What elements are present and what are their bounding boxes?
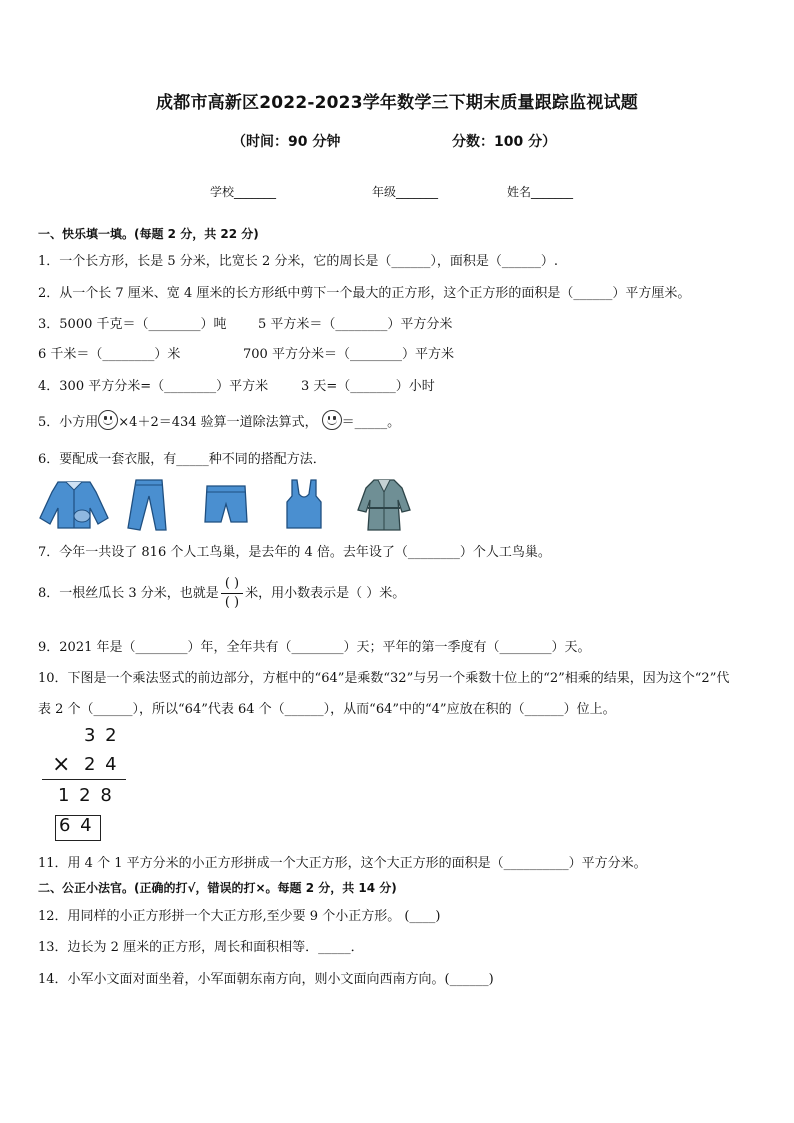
exam-score: 分数：100 分）	[452, 134, 557, 150]
grade-field: 年级_______	[372, 185, 439, 199]
question-8	[38, 575, 405, 612]
question-8-part-a: 8．一根丝瓜长 3 分米，也就是	[38, 586, 219, 601]
page-title: 成都市高新区2022-2023学年数学三下期末质量跟踪监视试题	[156, 93, 638, 113]
question-10-line-2: 表 2 个（______），所以“64”代表 64 个（______），从而“64”中的“4”应放在积的（______）位上。	[38, 702, 616, 717]
vertical-mult-rule	[42, 779, 126, 780]
question-4a: 4．300 平方分米=（________）平方米	[38, 379, 269, 394]
trousers-icon	[124, 478, 170, 532]
school-field: 学校_______	[210, 185, 277, 199]
question-5-part-a: 5．小方用	[38, 415, 99, 430]
section-2-heading: 二、公正小法官。(正确的打√，错误的打×。每题 2 分，共 14 分)	[38, 881, 397, 895]
question-8-part-b: 米，用小数表示是（ ）米。	[245, 586, 406, 601]
question-14: 14．小军小文面对面坐着，小军面朝东南方向，则小文面向西南方向。(______)	[38, 972, 494, 987]
question-1: 1．一个长方形，长是 5 分米，比宽长 2 分米，它的周长是（______），面积是（______）.	[38, 254, 558, 269]
question-3d: 700 平方分米＝（________）平方米	[243, 347, 454, 362]
vertical-mult-row-2: 2 4	[84, 754, 117, 775]
fraction-numerator: ( )	[221, 575, 243, 594]
question-3b: 5 平方米＝（________）平方分米	[258, 317, 453, 332]
question-5	[38, 410, 400, 430]
question-6: 6．要配成一套衣服，有_____种不同的搭配方法．	[38, 452, 326, 467]
question-5-part-b: ×4＋2＝434 验算一道除法算式，	[118, 415, 318, 430]
question-9: 9．2021 年是（________）年，全年共有（________）天；平年的第一季度有（________）天。	[38, 640, 591, 655]
vertical-mult-row-1: 3 2	[84, 725, 117, 746]
question-10-line-1: 10．下图是一个乘法竖式的前边部分，方框中的“64”是乘数“32”与另一个乘数十位上的“2”相乘的结果，因为这个“2”代	[38, 671, 730, 686]
vertical-mult-row-3: 1 2 8	[58, 785, 112, 806]
question-3c: 6 千米＝（________）米	[38, 347, 181, 362]
smiley-face-icon	[322, 410, 342, 430]
section-1-heading: 一、快乐填一填。(每题 2 分，共 22 分)	[38, 227, 259, 241]
question-2: 2．从一个长 7 厘米、宽 4 厘米的长方形纸中剪下一个最大的正方形，这个正方形的面积是（______）平方厘米。	[38, 286, 691, 301]
coat-icon	[356, 478, 412, 532]
question-11: 11．用 4 个 1 平方分米的小正方形拼成一个大正方形，这个大正方形的面积是（__________）平方分米。	[38, 856, 647, 871]
multiply-sign: ×	[52, 752, 71, 777]
question-7: 7．今年一共设了 816 个人工鸟巢，是去年的 4 倍。去年设了（________）个人工鸟巢。	[38, 545, 551, 560]
question-3a: 3．5000 千克＝（________）吨	[38, 317, 227, 332]
question-12: 12．用同样的小正方形拼一个大正方形,至少要 9 个小正方形。 (____)	[38, 909, 441, 924]
fraction-blank	[221, 575, 243, 612]
question-13: 13．边长为 2 厘米的正方形，周长和面积相等．_____．	[38, 940, 364, 955]
name-field: 姓名_______	[507, 185, 574, 199]
fraction-denominator: ( )	[224, 595, 240, 610]
question-4b: 3 天=（_______）小时	[301, 379, 435, 394]
shorts-icon	[203, 484, 249, 526]
vest-icon	[284, 478, 324, 530]
question-5-part-c: ＝_____。	[341, 415, 401, 430]
smiley-face-icon	[98, 410, 118, 430]
exam-time: （时间：90 分钟	[232, 134, 341, 150]
jacket-icon	[38, 478, 110, 530]
vertical-mult-row-4: 6 4	[59, 815, 92, 836]
